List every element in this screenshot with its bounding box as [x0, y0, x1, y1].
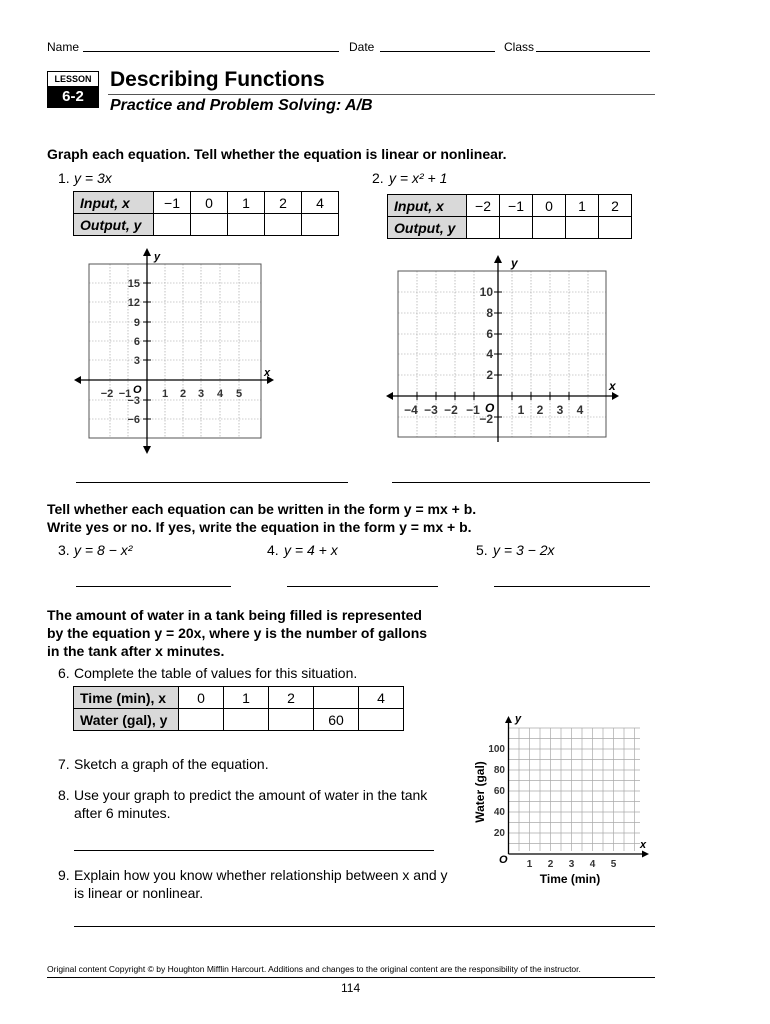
- graph1-y-tick-label: 6: [133, 336, 140, 348]
- problem1-table: [73, 191, 339, 236]
- answer-cell[interactable]: [599, 217, 632, 239]
- q6-table: [73, 686, 404, 731]
- table-cell: 1: [224, 687, 269, 709]
- graph2-x-tick-label: −4: [404, 403, 418, 417]
- table-cell: 4: [302, 192, 339, 214]
- lesson-badge-label: LESSON: [54, 74, 92, 84]
- graph1-y-tick-label: 15: [127, 278, 140, 290]
- problem5-equation: y = 3 − 2x: [493, 542, 555, 558]
- graph1-y-tick-label: 3: [133, 355, 140, 367]
- table-cell: 2: [269, 687, 314, 709]
- answer-line-4[interactable]: [287, 586, 438, 587]
- section2-instruction-1: Tell whether each equation can be written in the form y = mx + b.: [47, 501, 477, 517]
- graph1-x-tick-label: 2: [179, 388, 187, 400]
- table-row: [74, 709, 404, 731]
- answer-cell[interactable]: [224, 709, 269, 731]
- table-cell: 0: [179, 687, 224, 709]
- answer-cell[interactable]: [154, 214, 191, 236]
- answer-cell[interactable]: [500, 217, 533, 239]
- graph1-grid: [89, 264, 261, 438]
- date-label: Date: [349, 40, 375, 54]
- output-header: Output, y: [74, 214, 154, 236]
- section1-instruction: Graph each equation. Tell whether the equation is linear or nonlinear.: [47, 146, 507, 162]
- water-graph-y-label: y: [515, 713, 522, 725]
- graph1-origin: O: [133, 384, 142, 396]
- graph1-y-tick-label: 9: [133, 317, 140, 329]
- page-subtitle: Practice and Problem Solving: A/B: [110, 97, 373, 114]
- class-label: Class: [504, 40, 535, 54]
- problem4-number: 4.: [267, 542, 279, 558]
- answer-cell[interactable]: [191, 214, 228, 236]
- graph1-y-tick-label: −6: [127, 414, 140, 426]
- graph1-x-tick-label: 3: [197, 388, 205, 400]
- footer-copyright: Original content Copyright © by Houghton Mifflin Harcourt. Additions and changes to the original content are the responsibility of the instructor.: [47, 964, 581, 974]
- water-graph-x-title: Time (min): [539, 872, 601, 886]
- lesson-badge: [47, 71, 99, 108]
- input-header: Input, x: [388, 195, 467, 217]
- answer-cell[interactable]: [467, 217, 500, 239]
- section3-intro-1: The amount of water in a tank being filled is represented: [47, 607, 422, 623]
- q7-text: Sketch a graph of the equation.: [74, 756, 269, 772]
- graph1-x-tick-label: −1: [118, 388, 132, 400]
- water-graph-y-arrow-icon: [505, 716, 512, 723]
- section2-instruction-2: Write yes or no. If yes, write the equation in the form y = mx + b.: [47, 519, 472, 535]
- table-cell: 1: [566, 195, 599, 217]
- title-divider: [108, 94, 655, 95]
- graph1-y-arrow-down-icon: [143, 446, 151, 454]
- graph2-x-tick-label: 1: [517, 403, 525, 417]
- water-header: Water (gal), y: [74, 709, 179, 731]
- answer-cell[interactable]: [265, 214, 302, 236]
- section3-intro-2: by the equation y = 20x, where y is the number of gallons: [47, 625, 428, 641]
- problem2-number: 2.: [372, 170, 384, 186]
- graph1-y-tick-label: 12: [127, 297, 140, 309]
- graph2-y-tick-label: −2: [479, 412, 493, 426]
- answer-cell[interactable]: [314, 687, 359, 709]
- graph1-y-label: y: [154, 251, 161, 263]
- graph1-x-tick-label: 1: [161, 388, 169, 400]
- problem4-equation: y = 4 + x: [284, 542, 338, 558]
- name-label: Name: [47, 40, 80, 54]
- water-graph-origin: O: [499, 854, 508, 866]
- graph2-y-label: y: [511, 256, 518, 270]
- answer-line-8[interactable]: [74, 850, 434, 851]
- water-graph-x-label: x: [640, 839, 647, 851]
- graph2-y-arrow-up-icon: [494, 255, 502, 263]
- graph2-x-tick-label: −2: [444, 403, 458, 417]
- table-cell: 1: [228, 192, 265, 214]
- answer-line-2[interactable]: [392, 482, 650, 483]
- graph2-x-arrow-left-icon: [386, 392, 393, 400]
- section3-intro-3: in the tank after x minutes.: [47, 643, 225, 659]
- q8-text-2: after 6 minutes.: [74, 805, 171, 821]
- answer-cell[interactable]: [359, 709, 404, 731]
- table-cell: −1: [154, 192, 191, 214]
- graph2-origin: O: [485, 401, 495, 415]
- problem2-table: [387, 194, 632, 239]
- graph2-y-tick-label: 6: [486, 327, 493, 341]
- table-row: [388, 217, 632, 239]
- answer-cell[interactable]: [179, 709, 224, 731]
- table-cell: −1: [500, 195, 533, 217]
- q8-number: 8.: [58, 787, 70, 803]
- problem3-number: 3.: [58, 542, 70, 558]
- water-graph-y-tick: 60: [493, 786, 505, 797]
- class-field[interactable]: [536, 51, 650, 52]
- page-number: 114: [341, 981, 361, 995]
- graph2-x-tick-label: −1: [466, 403, 480, 417]
- q6-number: 6.: [58, 665, 70, 681]
- lesson-badge-number: 6-2: [48, 86, 98, 107]
- footer-divider: [47, 977, 655, 978]
- graph2-x-tick-label: −3: [424, 403, 438, 417]
- time-header: Time (min), x: [74, 687, 179, 709]
- graph2[interactable]: [385, 252, 630, 442]
- graph2-x-tick-label: 3: [556, 403, 564, 417]
- graph2-y-tick-label: 10: [479, 285, 493, 299]
- graph2-x-tick-label: 4: [576, 403, 584, 417]
- problem1-number: 1.: [58, 170, 70, 186]
- graph2-ticks: [417, 292, 569, 417]
- graph2-y-tick-label: 8: [486, 306, 493, 320]
- water-graph-grid: [509, 728, 641, 851]
- graph1-y-arrow-up-icon: [143, 248, 151, 256]
- table-cell: 60: [314, 709, 359, 731]
- q6-text: Complete the table of values for this situation.: [74, 665, 358, 681]
- graph2-x-tick-label: 2: [536, 403, 544, 417]
- page-title: Describing Functions: [110, 68, 325, 91]
- water-graph-y-tick: 100: [488, 744, 505, 755]
- answer-line-3[interactable]: [76, 586, 231, 587]
- answer-line-9[interactable]: [74, 926, 655, 927]
- answer-cell[interactable]: [269, 709, 314, 731]
- table-cell: 2: [599, 195, 632, 217]
- table-cell: 0: [533, 195, 566, 217]
- table-row: [388, 195, 632, 217]
- name-field[interactable]: [83, 51, 339, 52]
- table-cell: 4: [359, 687, 404, 709]
- answer-cell[interactable]: [302, 214, 339, 236]
- water-graph-x-tick: 4: [589, 859, 596, 870]
- water-graph-x-tick: 2: [547, 859, 554, 870]
- problem3-equation: y = 8 − x²: [74, 542, 133, 558]
- input-header: Input, x: [74, 192, 154, 214]
- answer-cell[interactable]: [533, 217, 566, 239]
- problem5-number: 5.: [476, 542, 488, 558]
- problem1-equation: y = 3x: [74, 170, 112, 186]
- answer-line-5[interactable]: [494, 586, 650, 587]
- answer-cell[interactable]: [566, 217, 599, 239]
- graph1-y-tick-label: −3: [127, 395, 140, 407]
- table-cell: −2: [467, 195, 500, 217]
- q7-number: 7.: [58, 756, 70, 772]
- problem2-equation: y = x² + 1: [389, 170, 448, 186]
- graph2-x-label: x: [609, 379, 616, 393]
- water-graph-x-tick: 1: [526, 859, 533, 870]
- table-cell: 0: [191, 192, 228, 214]
- table-row: [74, 192, 339, 214]
- answer-cell[interactable]: [228, 214, 265, 236]
- graph1-x-tick-label: 5: [235, 388, 243, 400]
- water-graph[interactable]: [465, 710, 655, 890]
- water-graph-y-title: Water (gal): [473, 761, 487, 823]
- graph1-x-tick-label: 4: [216, 388, 224, 400]
- water-graph-x-tick: 5: [610, 859, 617, 870]
- q9-text-2: is linear or nonlinear.: [74, 885, 204, 901]
- graph2-y-tick-label: 2: [486, 368, 493, 382]
- water-graph-x-arrow-icon: [642, 851, 649, 858]
- water-graph-x-tick: 3: [568, 859, 575, 870]
- table-row: [74, 687, 404, 709]
- q9-number: 9.: [58, 867, 70, 883]
- table-cell: 2: [265, 192, 302, 214]
- q9-text-1: Explain how you know whether relationship between x and y: [74, 867, 448, 883]
- date-field[interactable]: [380, 51, 495, 52]
- water-graph-y-tick: 20: [493, 828, 505, 839]
- graph2-x-arrow-right-icon: [612, 392, 619, 400]
- water-graph-y-tick: 40: [493, 807, 505, 818]
- water-graph-y-tick: 80: [493, 765, 505, 776]
- q8-text-1: Use your graph to predict the amount of water in the tank: [74, 787, 428, 803]
- table-row: [74, 214, 339, 236]
- output-header: Output, y: [388, 217, 467, 239]
- graph1-x-tick-label: −2: [100, 388, 114, 400]
- graph2-y-tick-label: 4: [486, 347, 493, 361]
- graph1-frame: [89, 264, 261, 438]
- graph1-x-arrow-left-icon: [74, 376, 81, 384]
- graph1[interactable]: [70, 245, 285, 455]
- answer-line-1[interactable]: [76, 482, 348, 483]
- graph1-x-label: x: [264, 367, 271, 379]
